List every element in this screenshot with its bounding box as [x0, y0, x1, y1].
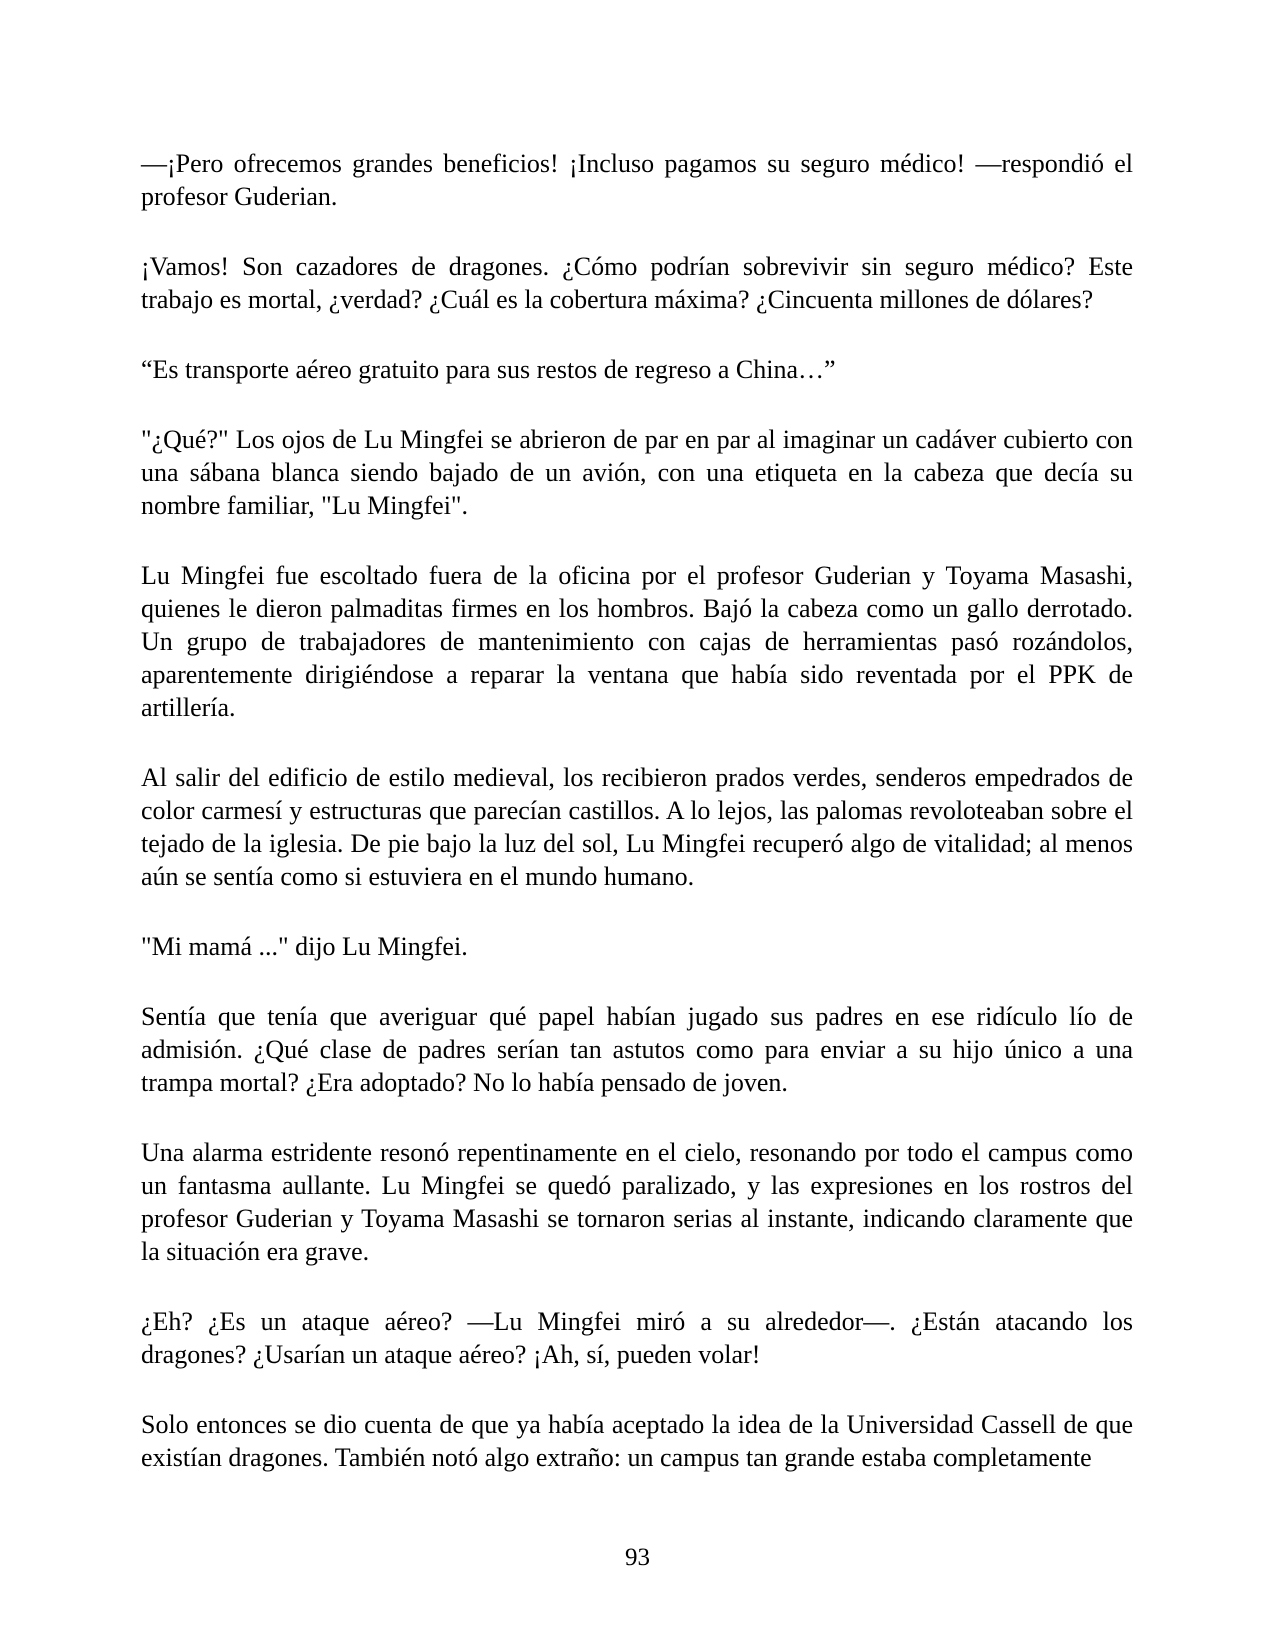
paragraph-7: "Mi mamá ..." dijo Lu Mingfei.: [141, 932, 468, 961]
paragraph-3: “Es transporte aéreo gratuito para sus restos de regreso a China…”: [141, 355, 836, 384]
paragraph-5: Lu Mingfei fue escoltado fuera de la oficina por el profesor Guderian y Toyama Masashi, quienes le dieron palmaditas firmes en los hombros. Bajó la cabeza como un gallo derrotado. Un grupo de trabajadores de mantenimiento con cajas de herramientas pasó rozándolos, aparentemente dirigiéndose a reparar la ventana que había sido reventada por el PPK de artillería.: [141, 561, 1133, 722]
page-body: [141, 147, 1133, 1511]
page-footer: [0, 1542, 1275, 1573]
paragraph-10: ¿Eh? ¿Es un ataque aéreo? —Lu Mingfei miró a su alrededor—. ¿Están atacando los dragones? ¿Usarían un ataque aéreo? ¡Ah, sí, pueden volar!: [141, 1307, 1133, 1369]
paragraph-1: —¡Pero ofrecemos grandes beneficios! ¡Incluso pagamos su seguro médico! —respondió el profesor Guderian.: [141, 149, 1133, 211]
page-number: 93: [625, 1544, 650, 1571]
paragraph-2: ¡Vamos! Son cazadores de dragones. ¿Cómo podrían sobrevivir sin seguro médico? Este trabajo es mortal, ¿verdad? ¿Cuál es la cobertura máxima? ¿Cincuenta millones de dólares?: [141, 252, 1133, 314]
paragraph-6: Al salir del edificio de estilo medieval, los recibieron prados verdes, senderos empedrados de color carmesí y estructuras que parecían castillos. A lo lejos, las palomas revoloteaban sobre el tejado de la iglesia. De pie bajo la luz del sol, Lu Mingfei recuperó algo de vitalidad; al menos aún se sentía como si estuviera en el mundo humano.: [141, 763, 1133, 891]
paragraph-8: Sentía que tenía que averiguar qué papel habían jugado sus padres en ese ridículo lío de admisión. ¿Qué clase de padres serían tan astutos como para enviar a su hijo único a una trampa mortal? ¿Era adoptado? No lo había pensado de joven.: [141, 1002, 1133, 1097]
paragraph-9: Una alarma estridente resonó repentinamente en el cielo, resonando por todo el campus como un fantasma aullante. Lu Mingfei se quedó paralizado, y las expresiones en los rostros del profesor Guderian y Toyama Masashi se tornaron serias al instante, indicando claramente que la situación era grave.: [141, 1138, 1133, 1266]
paragraph-11: Solo entonces se dio cuenta de que ya había aceptado la idea de la Universidad Cassell de que existían dragones. También notó algo extraño: un campus tan grande estaba completamente: [141, 1410, 1133, 1472]
paragraph-4: "¿Qué?" Los ojos de Lu Mingfei se abrieron de par en par al imaginar un cadáver cubierto con una sábana blanca siendo bajado de un avión, con una etiqueta en la cabeza que decía su nombre familiar, "Lu Mingfei".: [141, 425, 1133, 520]
